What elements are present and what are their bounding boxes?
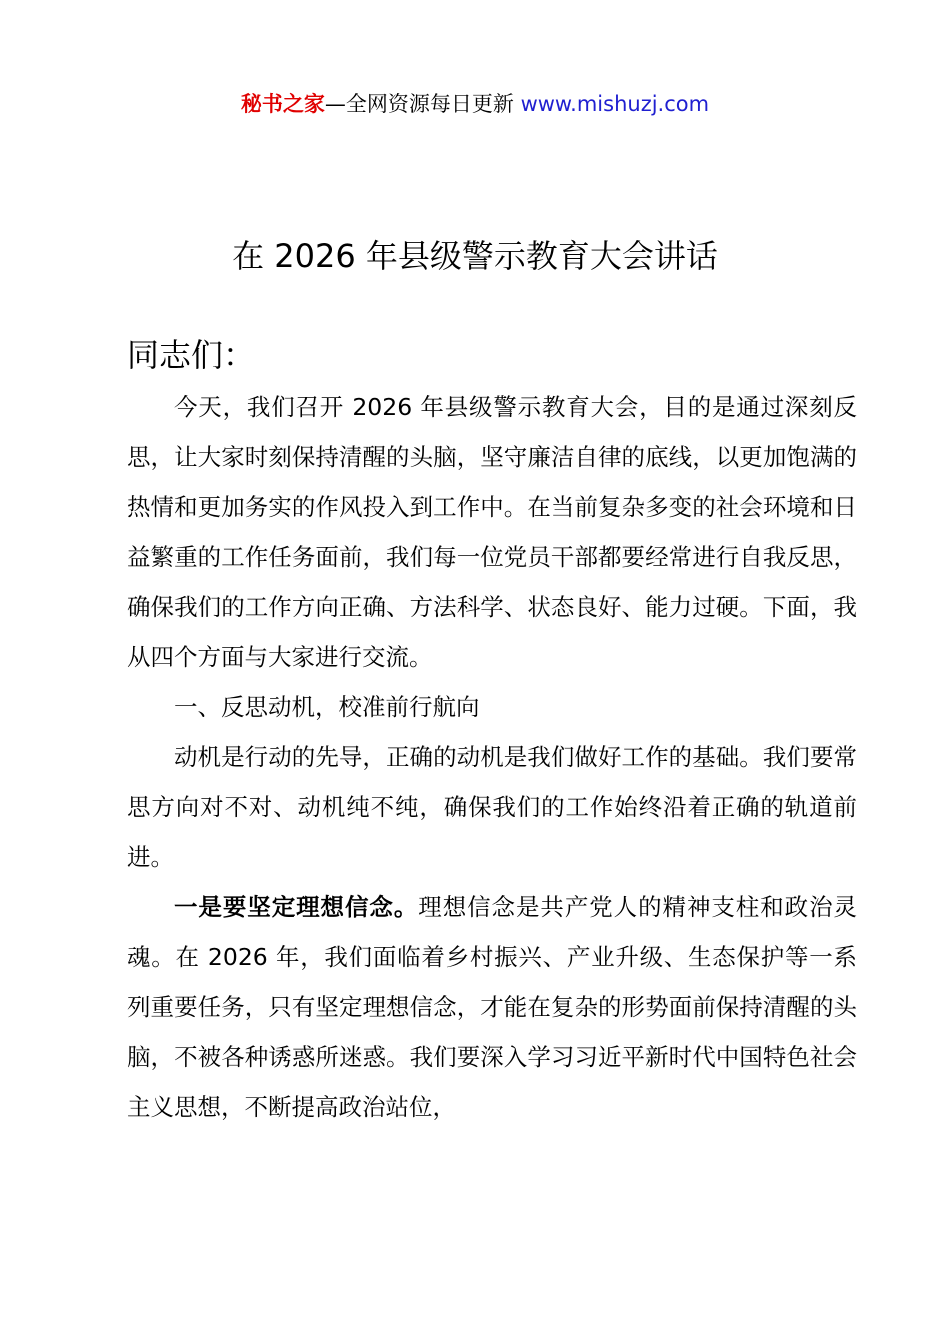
salutation: 同志们：: [127, 336, 256, 374]
paragraph-intro: 今天，我们召开 2026 年县级警示教育大会，目的是通过深刻反思，让大家时刻保持清醒的头脑，坚守廉洁自律的底线，以更加饱满的热情和更加务实的作风投入到工作中。在当前复杂多变的社会环境和日益繁重的工作任务面前，我们每一位党员干部都要经常进行自我反思，确保我们的工作方向正确、方法科学、状态良好、能力过硬。下面，我从四个方面与大家进行交流。: [127, 393, 857, 671]
paragraph-point-1: [127, 882, 857, 1132]
point-1-lead: 一是要坚定理想信念。: [174, 893, 419, 921]
point-1-text: 理想信念是共产党人的精神支柱和政治灵魂。在 2026 年，我们面临着乡村振兴、产业升级、生态保护等一系列重要任务，只有坚定理想信念，才能在复杂的形势面前保持清醒的头脑，不被各种诱惑所迷惑。我们要深入学习习近平新时代中国特色社会主义思想，不断提高政治站位，: [127, 893, 858, 1121]
site-header: [0, 88, 950, 120]
document-title: 在 2026 年县级警示教育大会讲话: [232, 237, 718, 275]
site-url-link[interactable]: www.mishuzj.com: [520, 92, 710, 116]
section-heading-1: 一、反思动机，校准前行航向: [174, 693, 480, 721]
document-body: [127, 330, 857, 1132]
brand-name: 秘书之家: [240, 92, 325, 116]
header-slogan: —全网资源每日更新: [324, 92, 521, 116]
paragraph-motivation: 动机是行动的先导，正确的动机是我们做好工作的基础。我们要常思方向对不对、动机纯不纯，确保我们的工作始终沿着正确的轨道前进。: [127, 743, 857, 871]
